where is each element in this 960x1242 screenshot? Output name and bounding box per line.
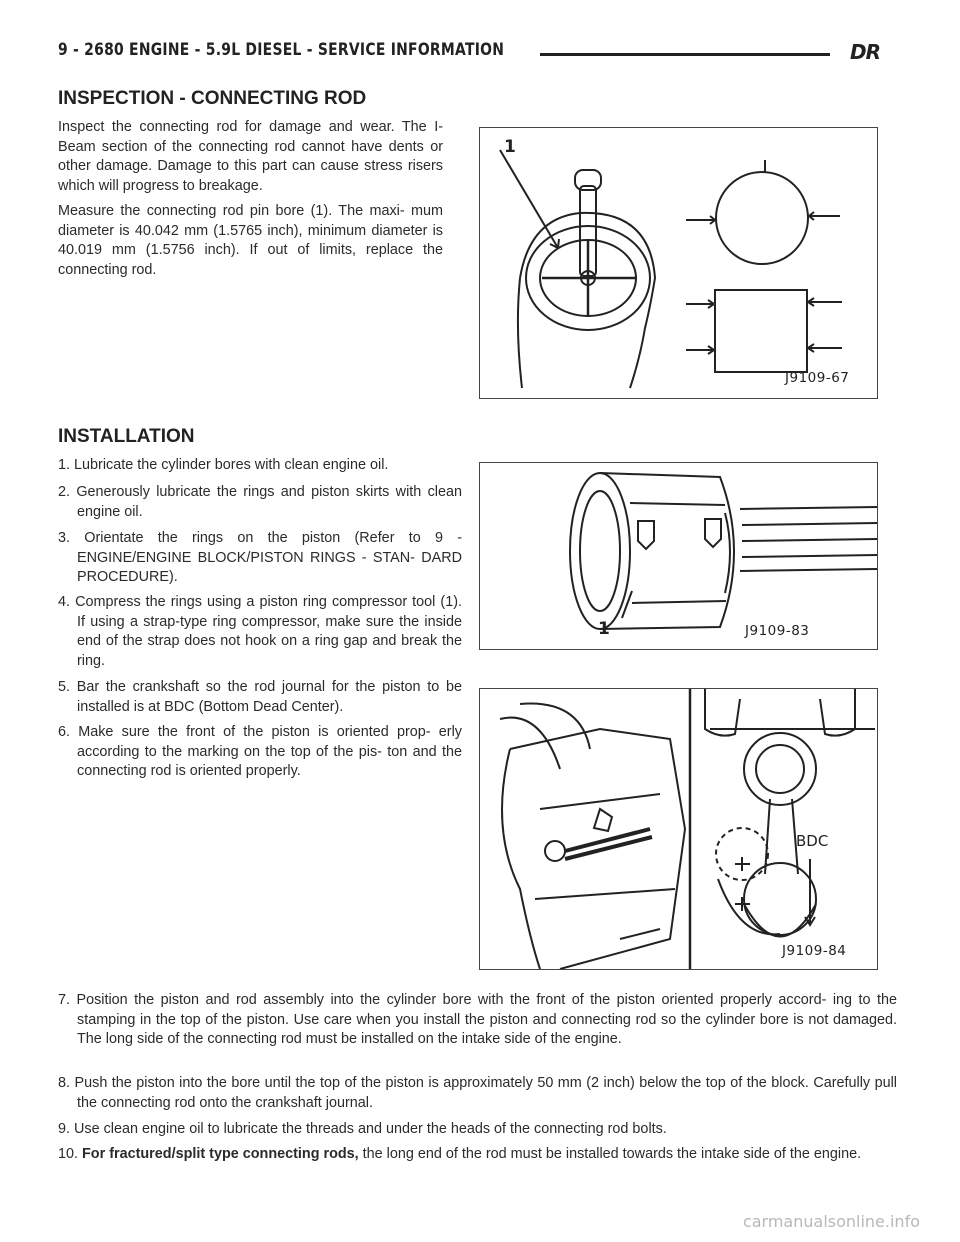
step-9 [58, 1120, 897, 1140]
step-text: Position the piston and rod assembly into the cylinder bore with the front of the piston oriented properly accord- ing to the stamping in the top of the piston. Use care when you install the piston and connecting rod so the cylinder bore is not damaged. The long side of the connecting rod must be installed on the intake side of the engine. [76, 992, 897, 1048]
inspection-paragraph-2: Measure the connecting rod pin bore (1). The maxi- mum diameter is 40.042 mm (1.5765 inch), minimum diameter is 40.019 mm (1.5756 inch). If out of limits, replace the connecting rod. [58, 203, 443, 278]
bdc-illustration [480, 689, 877, 969]
header-rule [540, 53, 830, 56]
watermark: carmanualsonline.info [742, 1212, 920, 1231]
figure-ring-compressor [479, 462, 878, 650]
step-5 [58, 678, 462, 717]
step-3 [58, 529, 462, 588]
figure-ring-compressor-callout: 1 [598, 619, 610, 639]
step-text: Lubricate the cylinder bores with clean engine oil. [74, 457, 389, 473]
step-2 [58, 483, 462, 522]
step-10 [58, 1145, 907, 1165]
figure-bdc [479, 688, 878, 970]
step-text: Orientate the rings on the piston (Refer to 9 - ENGINE/ENGINE BLOCK/PISTON RINGS - STAN- DARD PROCEDURE). [77, 530, 462, 586]
step-number: 7. [58, 992, 71, 1008]
step-number: 2. [58, 484, 71, 500]
step-number: 3. [58, 530, 71, 546]
dr-logo: DR [849, 40, 880, 64]
step-number: 1. [58, 457, 71, 473]
header-title: 9 - 2680 ENGINE - 5.9L DIESEL - SERVICE INFORMATION [58, 40, 505, 60]
ring-compressor-illustration [480, 463, 877, 649]
step-text: the long end of the rod must be installed towards the intake side of the engine. [358, 1146, 862, 1162]
figure-pin-bore-label: J9109-67 [785, 370, 850, 386]
figure-pin-bore [479, 127, 878, 399]
inspection-heading: INSPECTION - CONNECTING ROD [58, 88, 367, 109]
step-text: Push the piston into the bore until the top of the piston is approximately 50 mm (2 inch) below the top of the block. Carefully pull the connecting rod onto the crankshaft journal. [74, 1075, 898, 1111]
step-6 [58, 723, 462, 782]
step-1 [58, 456, 462, 476]
figure-ring-compressor-label: J9109-83 [745, 623, 810, 639]
step-number: 4. [58, 594, 71, 610]
step-number: 9. [58, 1121, 71, 1137]
step-text: Use clean engine oil to lubricate the threads and under the heads of the connecting rod bolts. [74, 1121, 667, 1137]
bdc-label: BDC [796, 832, 829, 850]
step-4 [58, 593, 462, 671]
inspection-paragraph-1: Inspect the connecting rod for damage and wear. The I-Beam section of the connecting rod cannot have dents or other damage. Damage to this part can cause stress risers which will progress to breakage. [58, 119, 443, 194]
step-number: 6. [58, 724, 71, 740]
page-header [58, 40, 880, 70]
step-number: 10. [58, 1146, 79, 1162]
step-number: 8. [58, 1075, 71, 1091]
step-number: 5. [58, 679, 71, 695]
figure-bdc-label: J9109-84 [782, 943, 847, 959]
step-text: Compress the rings using a piston ring compressor tool (1). If using a strap-type ring compressor, make sure the inside end of the strap does not hook on a ring gap and break the ring. [75, 594, 462, 669]
installation-heading: INSTALLATION [58, 426, 195, 447]
step-bold-text: For fractured/split type connecting rods, [82, 1146, 359, 1162]
figure-pin-bore-callout: 1 [504, 137, 516, 157]
step-7 [58, 991, 897, 1050]
step-text: Bar the crankshaft so the rod journal for the piston to be installed is at BDC (Bottom Dead Center). [76, 679, 462, 715]
step-8 [58, 1074, 897, 1113]
step-text: Generously lubricate the rings and piston skirts with clean engine oil. [76, 484, 462, 520]
step-text: Make sure the front of the piston is oriented prop- erly according to the marking on the top of the pis- ton and the connecting rod is oriented properly. [77, 724, 462, 780]
pin-bore-illustration [480, 128, 877, 398]
